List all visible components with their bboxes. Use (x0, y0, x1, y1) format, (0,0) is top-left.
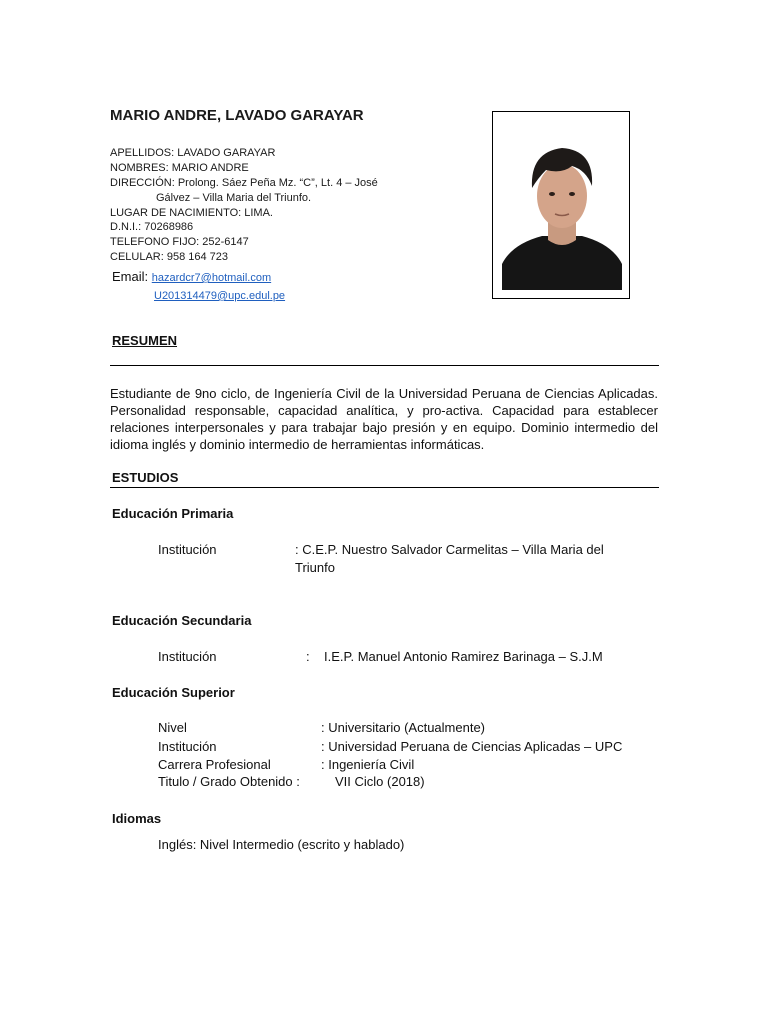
full-name: MARIO ANDRE, LAVADO GARAYAR (110, 107, 364, 124)
nombres: NOMBRES: MARIO ANDRE (110, 162, 249, 174)
superior-title: Educación Superior (112, 685, 235, 700)
lugar-nacimiento: LUGAR DE NACIMIENTO: LIMA. (110, 207, 273, 219)
primaria-title: Educación Primaria (112, 506, 234, 521)
direccion-line2: Gálvez – Villa Maria del Triunfo. (156, 192, 312, 204)
estudios-title: ESTUDIOS (112, 470, 179, 485)
email-label: Email: (112, 269, 149, 284)
secundaria-label: Institución (158, 649, 217, 664)
superior-nivel-label: Nivel (158, 720, 187, 735)
email-link-1[interactable]: hazardcr7@hotmail.com (151, 272, 272, 284)
secundaria-value: I.E.P. Manuel Antonio Ramirez Barinaga – S.J.M (324, 649, 603, 664)
primaria-value-line2: Triunfo (295, 560, 335, 575)
email-link-2[interactable]: U201314479@upc.edul.pe (154, 290, 286, 302)
resumen-title: RESUMEN (112, 333, 178, 348)
idiomas-ingles: Inglés: Nivel Intermedio (escrito y hablado) (158, 837, 405, 852)
superior-titulo-value: VII Ciclo (2018) (335, 774, 425, 789)
estudios-divider (110, 487, 659, 488)
superior-institucion-value: : Universidad Peruana de Ciencias Aplicadas – UPC (321, 739, 623, 754)
dni: D.N.I.: 70268986 (110, 221, 194, 233)
resumen-text: Estudiante de 9no ciclo, de Ingeniería Civil de la Universidad Peruana de Ciencias Aplicadas. Personalidad responsable, capacidad analítica, y pro-activa. Capacidad para establecer relaciones interpersonales y para trabajar bajo presión y en equipo. Dominio intermedio del idioma inglés y dominio intermedio de herramientas informáticas. (110, 386, 658, 452)
superior-carrera-value: : Ingeniería Civil (321, 757, 415, 772)
primaria-value-line1: : C.E.P. Nuestro Salvador Carmelitas – Villa Maria del (295, 542, 604, 557)
email-row (112, 269, 271, 284)
resumen-divider (110, 365, 659, 366)
secundaria-colon: : (306, 649, 310, 664)
superior-nivel-value: : Universitario (Actualmente) (321, 720, 485, 735)
superior-institucion-label: Institución (158, 739, 217, 754)
superior-carrera-label: Carrera Profesional (158, 757, 271, 772)
secundaria-title: Educación Secundaria (112, 613, 252, 628)
telefono: TELEFONO FIJO: 252-6147 (110, 236, 249, 248)
apellidos: APELLIDOS: LAVADO GARAYAR (110, 147, 276, 159)
direccion-line1: Prolong. Sáez Peña Mz. “C”, Lt. 4 – José (177, 177, 378, 189)
direccion (110, 176, 378, 190)
direccion-label: DIRECCIÓN: (110, 177, 178, 189)
person-photo-icon (502, 136, 622, 290)
profile-photo (492, 111, 630, 299)
celular: CELULAR: 958 164 723 (110, 251, 229, 263)
idiomas-title: Idiomas (112, 811, 162, 826)
primaria-label: Institución (158, 542, 217, 557)
superior-titulo-label: Titulo / Grado Obtenido : (158, 774, 300, 789)
